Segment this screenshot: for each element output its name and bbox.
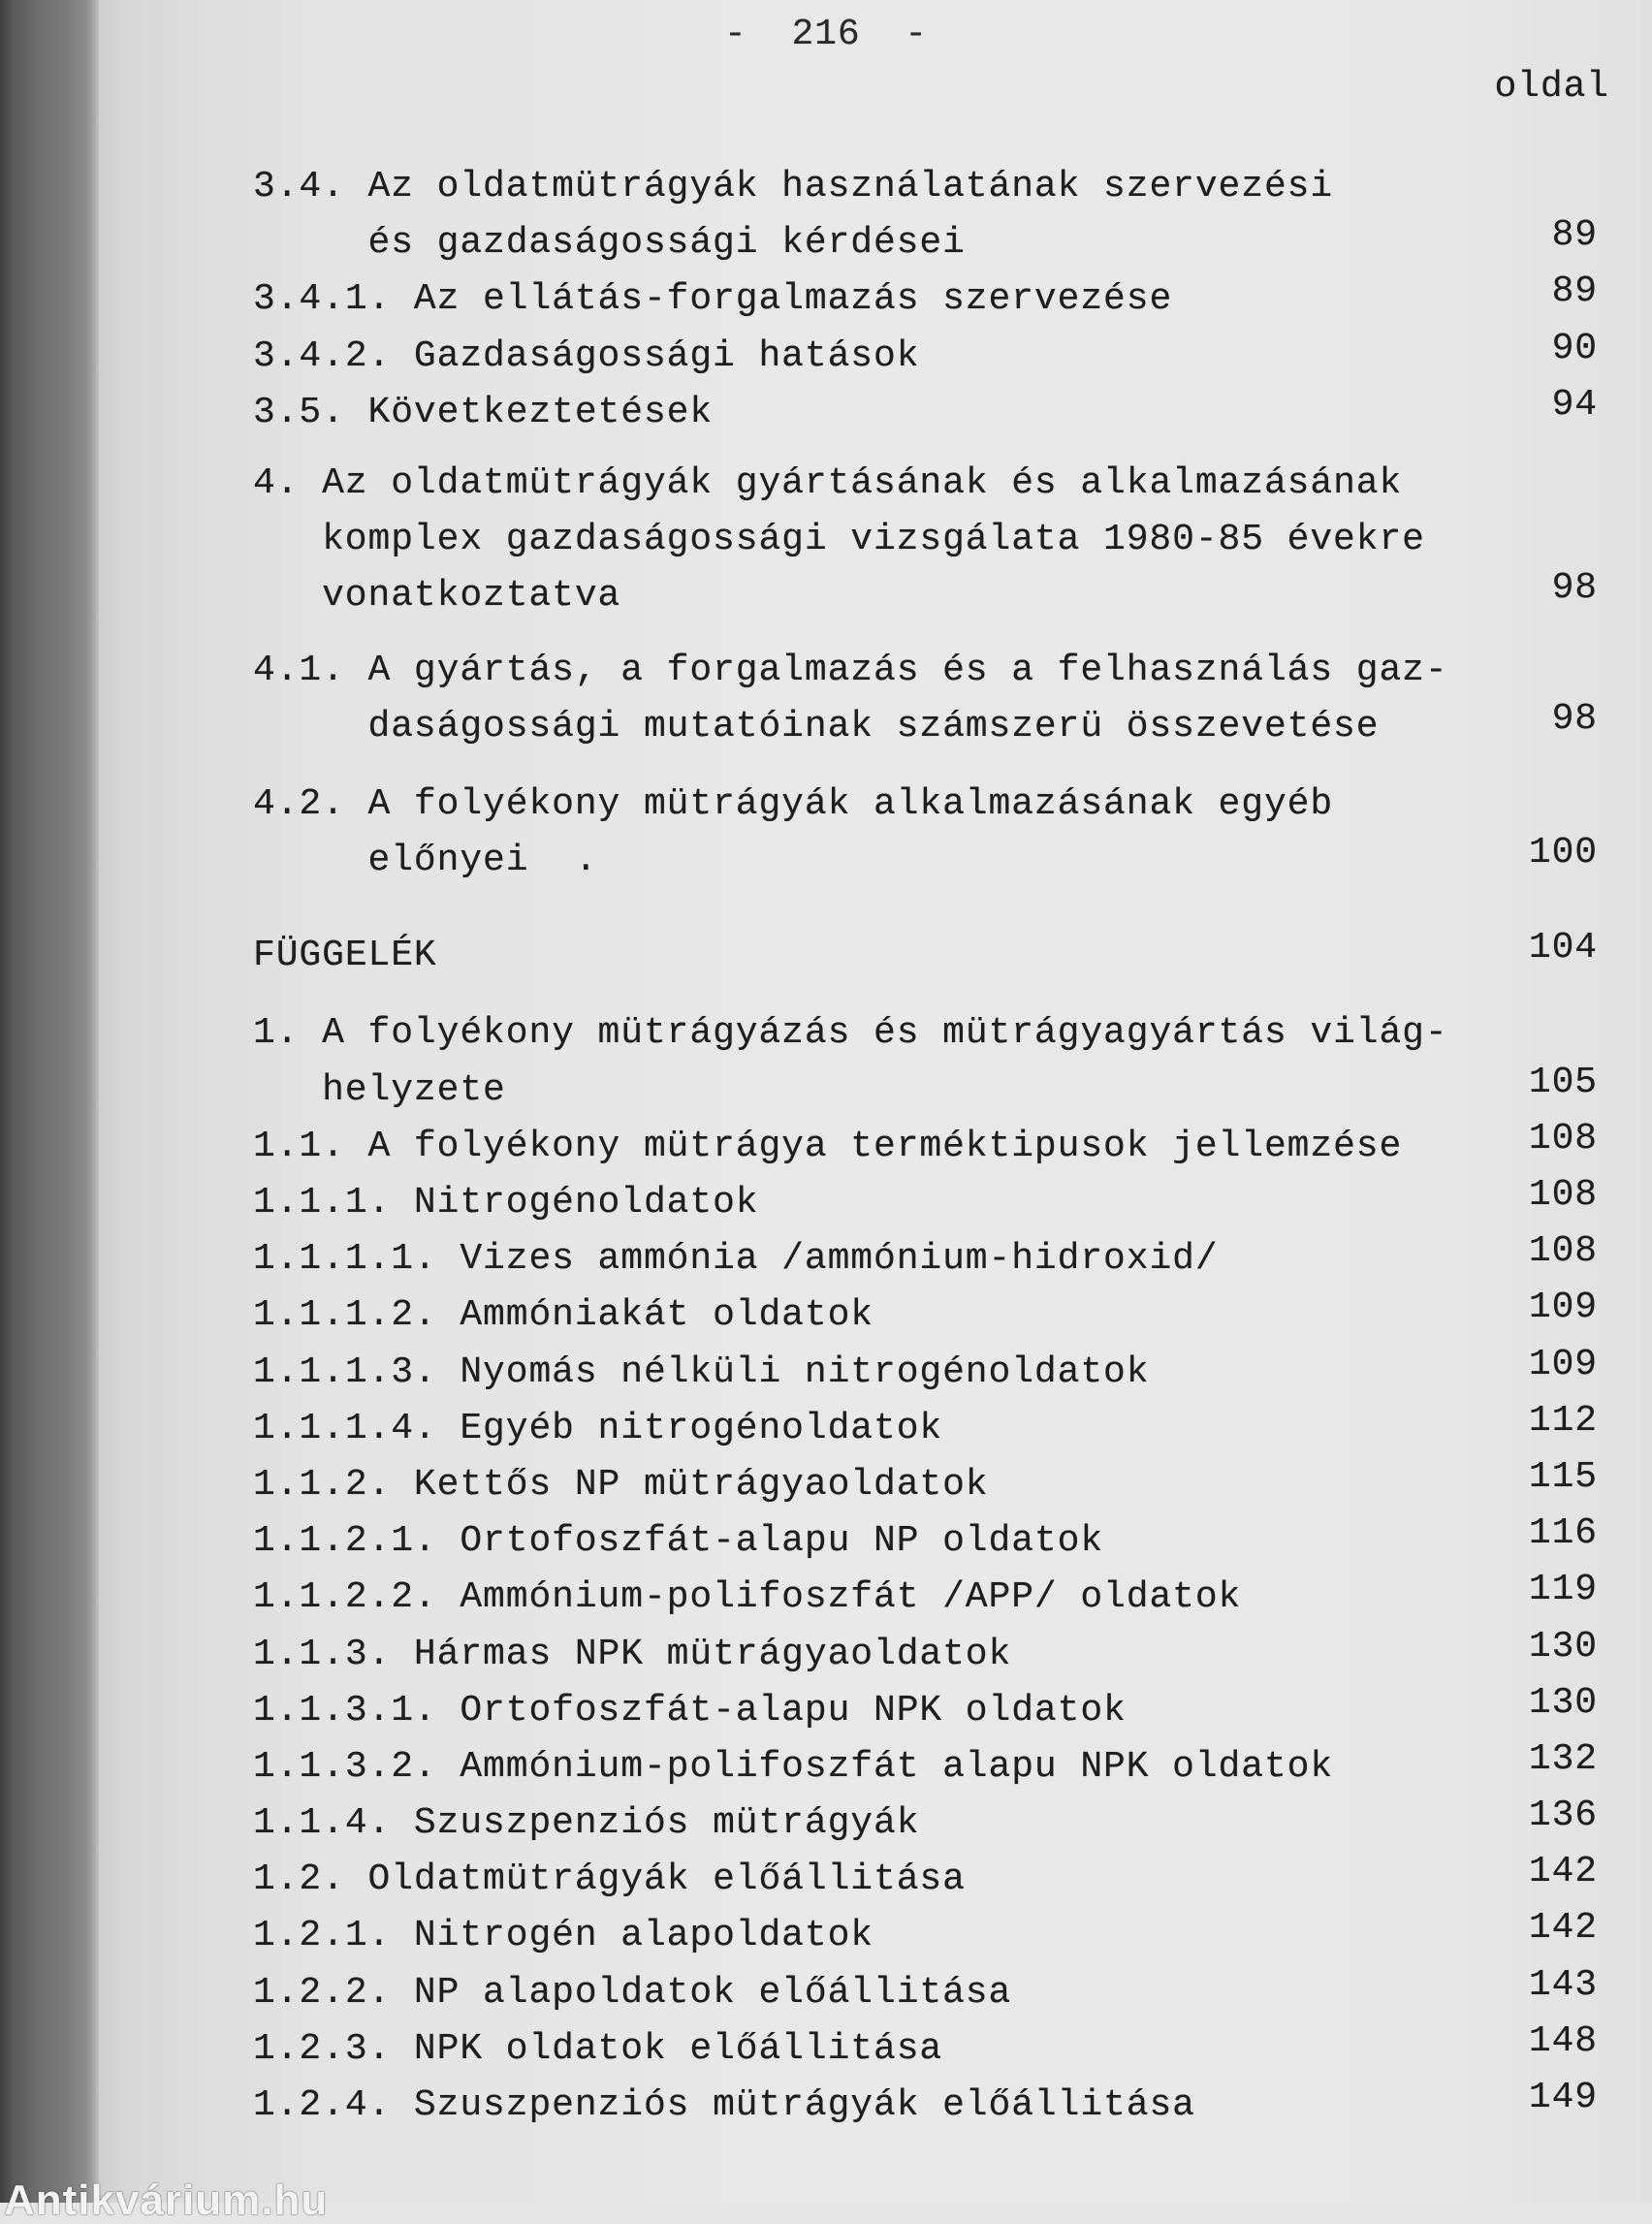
entry-title-line: Gazdaságossági hatások <box>413 334 920 377</box>
entry-number: 3.4.2. <box>253 334 392 377</box>
entry-page-number: 142 <box>1528 1907 1598 1950</box>
entry-number: 1.2.1. <box>253 1915 392 1957</box>
entry-page-number: 108 <box>1528 1174 1598 1216</box>
toc-entry-line <box>253 1231 1598 1287</box>
toc-entry <box>253 385 1598 441</box>
entry-number: 1.2.3. <box>253 2027 392 2070</box>
entry-title-line: Szuszpenziós mütrágyák előállitása <box>413 2084 1195 2126</box>
entry-page-number: 132 <box>1528 1737 1598 1780</box>
entry-title-line: A folyékony mütrágyázás és mütrágyagyártás világ- <box>322 1012 1448 1055</box>
entry-title-line: A gyártás, a forgalmazás és a felhasználás gaz- <box>367 649 1448 691</box>
entry-page-number: 109 <box>1528 1343 1598 1385</box>
entry-title-line: komplex gazdaságossági vizsgálata 1980-85 évekre <box>322 519 1425 561</box>
toc-entry-line <box>253 1513 1598 1570</box>
entry-title-line: Ammóniakát oldatok <box>460 1294 874 1337</box>
entry-title-line: Hármas NPK mütrágyaoldatok <box>413 1633 1012 1675</box>
toc-entry-line <box>253 1852 1598 1908</box>
entry-page-number: 115 <box>1528 1455 1598 1498</box>
toc-entry-line <box>253 833 1598 889</box>
toc-entry-line <box>253 456 1598 512</box>
toc-entry <box>253 271 1598 328</box>
toc-entry-line <box>253 215 1598 271</box>
entry-number: 1.1.2.1. <box>253 1520 437 1563</box>
toc-entry <box>253 2078 1598 2134</box>
entry-number: 1.1.4. <box>253 1802 392 1845</box>
entry-number: 1.1.1.4. <box>253 1407 437 1449</box>
entry-page-number: 89 <box>1551 270 1598 313</box>
toc-entry-line <box>253 1683 1598 1739</box>
entry-title-line: Az ellátás-forgalmazás szervezése <box>413 278 1173 321</box>
toc-entry <box>253 928 1598 984</box>
watermark: Antikvárium.hu <box>4 2176 329 2224</box>
toc-entry <box>253 1401 1598 1457</box>
toc-entry-line <box>253 2078 1598 2134</box>
entry-number: 4.1. <box>253 649 345 691</box>
toc-entry <box>253 456 1598 625</box>
entry-number: 1.2.2. <box>253 1971 392 2014</box>
toc-entry-line <box>253 1401 1598 1457</box>
entry-title-line: helyzete <box>322 1068 506 1111</box>
toc-entry <box>253 1570 1598 1626</box>
entry-title-line: Nitrogénoldatok <box>413 1182 759 1223</box>
toc-entry <box>253 1965 1598 2021</box>
entry-title-line: Az oldatmütrágyák gyártásának és alkalmazásának <box>322 461 1403 504</box>
toc-entry-line <box>253 1739 1598 1795</box>
toc-entry <box>253 1739 1598 1795</box>
toc-entry-line <box>253 1795 1598 1852</box>
entry-number: 1.2.4. <box>253 2084 392 2126</box>
toc-entry <box>253 1513 1598 1570</box>
page-column-header: oldal <box>1494 66 1609 108</box>
toc-entry-line <box>253 928 1598 984</box>
entry-title-line: NPK oldatok előállitása <box>413 2027 943 2070</box>
toc-entry-line <box>253 1965 1598 2021</box>
entry-number: 1.1.2.2. <box>253 1576 437 1619</box>
entry-page-number: 108 <box>1528 1230 1598 1273</box>
toc-entry <box>253 1175 1598 1231</box>
entry-title-line: A folyékony mütrágya terméktipusok jellemzése <box>367 1125 1403 1167</box>
toc-entry <box>253 1795 1598 1852</box>
entry-title-line: vonatkoztatva <box>322 575 621 618</box>
toc-entry <box>253 1457 1598 1513</box>
toc-entry-line <box>253 643 1598 699</box>
entry-page-number: 100 <box>1528 832 1598 874</box>
entry-number: 4.2. <box>253 782 345 825</box>
entry-title-line: Egyéb nitrogénoldatok <box>460 1407 943 1449</box>
toc-entry <box>253 1345 1598 1401</box>
entry-number: 1.1.1.2. <box>253 1294 437 1337</box>
entry-number: 1.2. <box>253 1859 345 1901</box>
entry-title-line: Az oldatmütrágyák használatának szervezési <box>367 166 1334 207</box>
toc-entry-line <box>253 1345 1598 1401</box>
entry-page-number: 104 <box>1528 927 1598 969</box>
entry-number: 3.4. <box>253 166 345 207</box>
toc-entry <box>253 1852 1598 1908</box>
entry-number: 1. <box>253 1012 300 1055</box>
toc-entry <box>253 1627 1598 1683</box>
toc-entry <box>253 1287 1598 1344</box>
entry-number: 1.1.1. <box>253 1182 392 1223</box>
entry-page-number: 148 <box>1528 2019 1598 2062</box>
entry-number: 1.1.1.1. <box>253 1238 437 1281</box>
toc-entry-line <box>253 1908 1598 1964</box>
entry-title-line: és gazdaságossági kérdései <box>367 222 966 265</box>
entry-title-line: Szuszpenziós mütrágyák <box>413 1802 920 1845</box>
toc-entry-line <box>253 1457 1598 1513</box>
toc-entry-line <box>253 329 1598 385</box>
entry-title-line: FÜGGELÉK <box>253 935 437 977</box>
toc-entry <box>253 329 1598 385</box>
entry-title-line: Ammónium-polifoszfát /APP/ oldatok <box>460 1576 1242 1619</box>
toc-entry-line <box>253 271 1598 328</box>
entry-title-line: Kettős NP mütrágyaoldatok <box>413 1463 989 1506</box>
entry-page-number: 143 <box>1528 1963 1598 2006</box>
entry-number: 1.1.3.2. <box>253 1745 437 1788</box>
toc-entry <box>253 643 1598 755</box>
entry-page-number: 94 <box>1551 383 1598 426</box>
entry-title-line: Ortofoszfát-alapu NP oldatok <box>460 1520 1104 1563</box>
toc-entry <box>253 1231 1598 1287</box>
entry-page-number: 112 <box>1528 1399 1598 1442</box>
entry-title-line: Ortofoszfát-alapu NPK oldatok <box>460 1689 1127 1732</box>
entry-title-line: Nyomás nélküli nitrogénoldatok <box>460 1350 1150 1393</box>
toc-entry-line <box>253 2021 1598 2078</box>
entry-number: 3.5. <box>253 391 345 433</box>
toc-entry-line <box>253 699 1598 755</box>
entry-title-line: Vizes ammónia /ammónium-hidroxid/ <box>460 1238 1219 1281</box>
entry-page-number: 116 <box>1528 1512 1598 1555</box>
entry-page-number: 149 <box>1528 2077 1598 2118</box>
toc-entry-line <box>253 385 1598 441</box>
entry-page-number: 108 <box>1528 1117 1598 1160</box>
entry-title-line: előnyei . <box>367 840 598 882</box>
book-binding-shadow <box>0 0 99 2203</box>
entry-page-number: 136 <box>1528 1795 1598 1837</box>
entry-number: 1.1.2. <box>253 1463 392 1506</box>
toc-entry-line <box>253 1570 1598 1626</box>
entry-page-number: 98 <box>1551 697 1598 740</box>
toc-entry <box>253 777 1598 889</box>
entry-number: 3.4.1. <box>253 278 392 321</box>
toc-entry-line <box>253 777 1598 833</box>
entry-number: 1.1.1.3. <box>253 1350 437 1393</box>
entry-page-number: 119 <box>1528 1569 1598 1611</box>
entry-title-line: Oldatmütrágyák előállitása <box>367 1859 966 1901</box>
toc-entry-line <box>253 568 1598 624</box>
toc-entry-line <box>253 1627 1598 1683</box>
entry-number: 4. <box>253 461 300 504</box>
entry-number: 1.1. <box>253 1125 345 1167</box>
entry-page-number: 89 <box>1551 214 1598 257</box>
entry-title-line: NP alapoldatok előállitása <box>413 1971 1012 2014</box>
toc-entry <box>253 1005 1598 1118</box>
toc-entry-line <box>253 1287 1598 1344</box>
entry-page-number: 90 <box>1551 327 1598 369</box>
toc-entry-line <box>253 1119 1598 1175</box>
entry-page-number: 109 <box>1528 1287 1598 1329</box>
entry-title-line: daságossági mutatóinak számszerü összevetése <box>367 705 1380 747</box>
entry-page-number: 142 <box>1528 1851 1598 1893</box>
entry-page-number: 98 <box>1551 567 1598 610</box>
toc-entry-line <box>253 1063 1598 1119</box>
toc-list <box>253 159 1598 2134</box>
toc-entry <box>253 1683 1598 1739</box>
entry-page-number: 105 <box>1528 1061 1598 1103</box>
page-number: - 216 - <box>724 14 928 55</box>
toc-entry-line <box>253 1005 1598 1062</box>
entry-title-line: A folyékony mütrágyák alkalmazásának egyéb <box>367 782 1334 825</box>
entry-page-number: 130 <box>1528 1681 1598 1724</box>
entry-title-line: Következtetések <box>367 391 714 433</box>
toc-entry-line <box>253 159 1598 215</box>
toc-entry-line <box>253 512 1598 568</box>
toc-entry <box>253 159 1598 271</box>
watermark-area <box>0 2176 407 2224</box>
entry-number: 1.1.3. <box>253 1633 392 1675</box>
entry-title-line: Nitrogén alapoldatok <box>413 1915 874 1957</box>
toc-entry <box>253 2021 1598 2078</box>
toc-entry <box>253 1908 1598 1964</box>
entry-page-number: 130 <box>1528 1625 1598 1668</box>
entry-title-line: Ammónium-polifoszfát alapu NPK oldatok <box>460 1745 1334 1788</box>
toc-entry-line <box>253 1175 1598 1231</box>
entry-number: 1.1.3.1. <box>253 1689 437 1732</box>
toc-entry <box>253 1119 1598 1175</box>
